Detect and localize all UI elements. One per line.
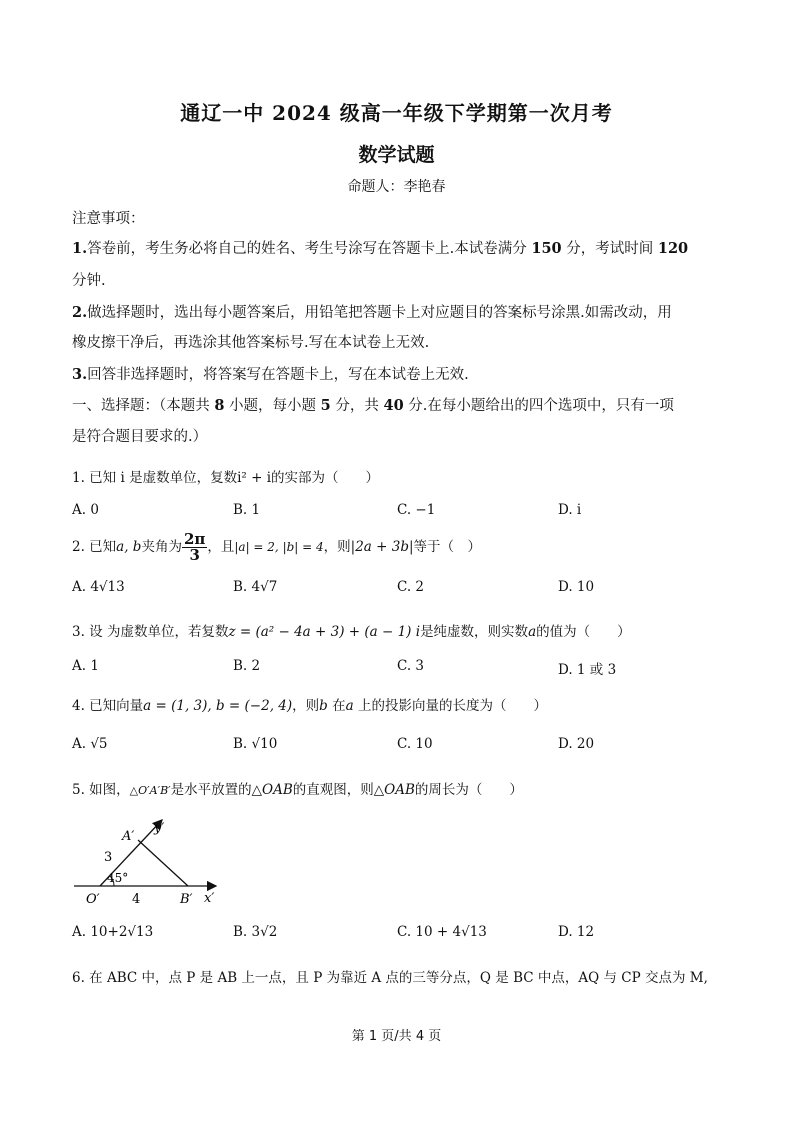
page-footer: 第 1 页/共 4 页 [351,1029,442,1044]
label-a-prime: A′ [122,829,135,844]
question-3-stem: 3. 设 为虚数单位，若复数z = (a² − 4a + 3) + (a − 1) i是纯虚数，则实数a的值为（ ） [72,624,631,640]
q1-option-b: B. 1 [233,502,261,518]
q1-option-d: D. i [558,502,582,518]
q5-option-d: D. 12 [558,924,595,940]
q5-option-c: C. 10 + 4√13 [397,924,487,940]
label-length-3: 3 [104,850,113,865]
q3-option-c: C. 3 [397,658,425,674]
q2-option-d: D. 10 [558,579,595,595]
question-1-stem: 1. 已知 i 是虚数单位，复数i² + i的实部为（ ） [72,470,380,486]
q1-option-a: A. 0 [72,502,99,518]
q4-option-b: B. √10 [233,736,278,752]
q4-option-c: C. 10 [397,736,433,752]
question-4-stem: 4. 已知向量a = (1, 3), b = (−2, 4)，则b 在a 上的投影向量的长度为（ ） [72,698,547,714]
label-length-4: 4 [132,892,141,907]
note-1-line-2: 分钟. [72,273,106,289]
q3-option-b: B. 2 [233,658,261,674]
q5-option-a: A. 10+2√13 [72,924,154,940]
q3-option-d: D. 1 或 3 [558,662,617,678]
q2-option-b: B. 4√7 [233,579,278,595]
label-y-prime: y′ [154,821,165,836]
note-1-line-1: 1.答卷前，考生务必将自己的姓名、考生号涂写在答题卡上.本试卷满分 150 分，考试时间 120 [72,240,689,257]
note-2-line-1: 2.做选择题时，选出每小题答案后，用铅笔把答题卡上对应题目的答案标号涂黑.如需改动，用 [72,304,672,321]
side-a-b [138,840,188,886]
note-2-line-2: 橡皮擦干净后，再选涂其他答案标号.写在本试卷上无效. [72,335,430,351]
label-o-prime: O′ [86,892,100,907]
q4-option-d: D. 20 [558,736,595,752]
q2-option-a: A. 4√13 [72,579,125,595]
q2-option-c: C. 2 [397,579,425,595]
page-subtitle: 数学试题 [358,144,435,166]
q3-option-a: A. 1 [72,658,99,674]
q4-option-a: A. √5 [72,736,108,752]
fraction-2pi-3: $\frac{2\pi}{3}$ [183,530,206,564]
q5-option-b: B. 3√2 [233,924,278,940]
label-b-prime: B′ [180,892,193,907]
section-1-heading-line-2: 是符合题目要求的.） [72,429,208,445]
q1-option-c: C. −1 [397,502,436,518]
question-6-stem: 6. 在 ABC 中，点 P 是 AB 上一点，且 P 为靠近 A 点的三等分点，Q 是 BC 中点，AQ 与 CP 交点为 M, [72,970,708,986]
page-title: 通辽一中 2024 级高一年级下学期第一次月考 [180,101,613,125]
question-2-stem: 2. 已知a, b夹角为 $\frac{2\pi}{3}$ ，且|a| = 2, |b| = 4，则|2a + 3b|等于（ ） [72,530,482,564]
oblique-triangle-figure [68,812,228,912]
question-5-stem: 5. 如图，△O′A′B′是水平放置的△OAB的直观图，则△OAB的周长为（ ） [72,782,523,798]
label-angle-45: 45° [107,871,129,885]
author-line: 命题人：李艳春 [347,179,446,195]
note-3: 3.回答非选择题时，将答案写在答题卡上，写在本试卷上无效. [72,366,469,383]
notes-heading: 注意事项： [72,211,145,227]
label-x-prime: x′ [204,891,215,906]
section-1-heading: 一、选择题：（本题共 8 小题，每小题 5 分，共 40 分.在每小题给出的四个选项中，只有一项 [72,397,674,414]
